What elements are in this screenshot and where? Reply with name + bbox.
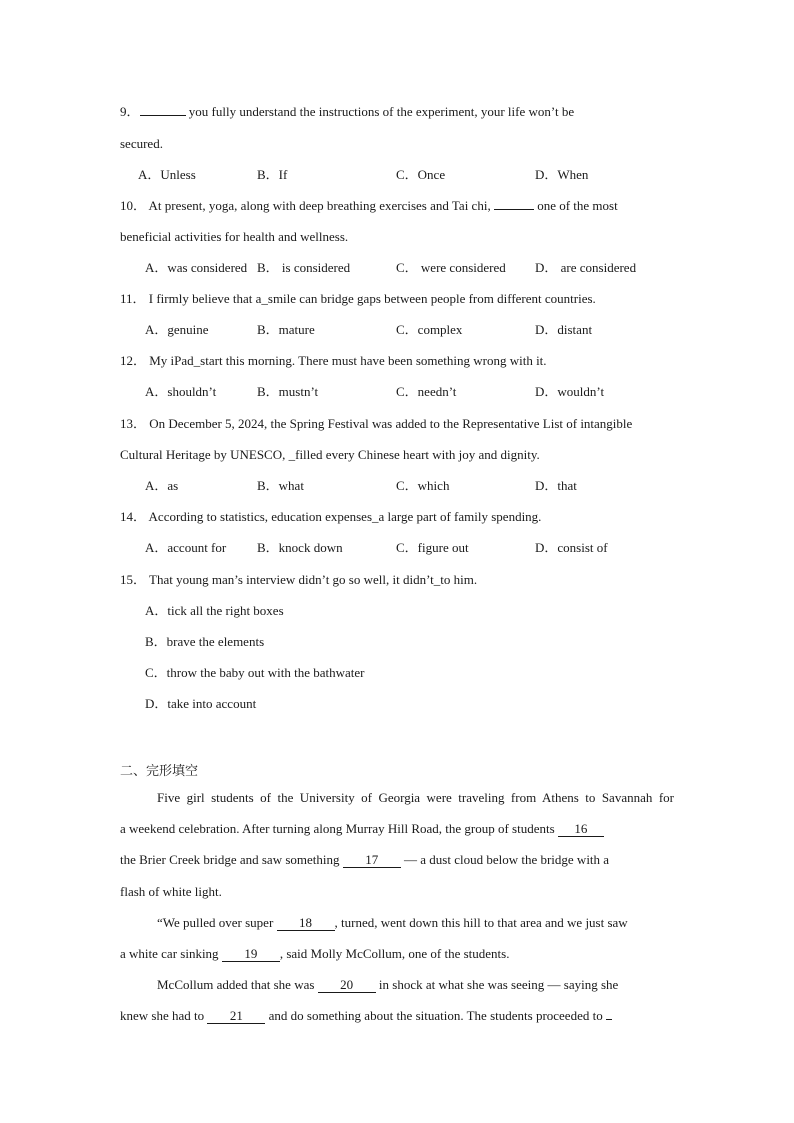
question-14-line1: 14． According to statistics, education expenses_a large part of family spending.	[120, 509, 542, 524]
question-14-option-d[interactable]: D．consist of	[535, 540, 608, 555]
passage-p2-line2-text-b: , said Molly McCollum, one of the students.	[279, 946, 510, 961]
question-11-option-b[interactable]: B．mature	[257, 322, 315, 337]
question-15-option-a[interactable]: A．tick all the right boxes	[145, 603, 284, 618]
passage-p3-line2	[120, 1008, 612, 1024]
question-12-option-a[interactable]: A．shouldn’t	[145, 384, 217, 399]
cloze-blank-16[interactable]: 16	[558, 822, 604, 837]
question-9-line1	[120, 104, 668, 120]
question-10-option-d[interactable]: D． are considered	[535, 260, 637, 275]
question-9-option-a[interactable]: A．Unless	[138, 167, 196, 182]
question-13-option-a[interactable]: A．as	[145, 478, 179, 493]
question-15-option-b[interactable]: B．brave the elements	[145, 634, 265, 649]
question-15-option-d[interactable]: D．take into account	[145, 696, 257, 711]
cloze-blank-20[interactable]: 20	[318, 978, 376, 993]
question-10-line1	[120, 198, 618, 214]
cloze-blank-18[interactable]: 18	[277, 916, 335, 931]
question-11-option-a[interactable]: A．genuine	[145, 322, 209, 337]
question-13-line1: 13． On December 5, 2024, the Spring Festival was added to the Representative List of intangible	[120, 416, 633, 431]
cloze-blank-22-start[interactable]	[606, 1019, 612, 1020]
passage-p1-line3-text-b: — a dust cloud below the bridge with a	[400, 852, 610, 867]
question-12-option-b[interactable]: B．mustn’t	[257, 384, 319, 399]
passage-p1-line1	[157, 790, 674, 806]
question-15-line1: 15． That young man’s interview didn’t go so well, it didn’t_to him.	[120, 572, 478, 587]
passage-p2-line2-text-a: a white car sinking	[120, 946, 222, 961]
question-9-option-d[interactable]: D．When	[535, 167, 589, 182]
passage-p3-line1-text-b: in shock at what she was seeing — saying she	[375, 977, 619, 992]
passage-p1-line2-text: a weekend celebration. After turning along Murray Hill Road, the group of students	[120, 821, 558, 836]
question-11-option-d[interactable]: D．distant	[535, 322, 593, 337]
passage-p1-line4: flash of white light.	[120, 884, 222, 899]
question-13-option-b[interactable]: B．what	[257, 478, 304, 493]
passage-p3-line2-text-b: and do something about the situation. The students proceeded to	[265, 1008, 606, 1023]
question-12-option-d[interactable]: D．wouldn’t	[535, 384, 605, 399]
question-14-option-b[interactable]: B．knock down	[257, 540, 343, 555]
question-9-text: you fully understand the instructions of the experiment, your life won’t be	[185, 104, 575, 119]
passage-p2-line1-text-a: “We pulled over super	[157, 915, 277, 930]
question-9-number: 9．	[120, 104, 140, 119]
passage-p3-line2-text-a: knew she had to	[120, 1008, 208, 1023]
question-12-line1: 12． My iPad_start this morning. There must have been something wrong with it.	[120, 353, 547, 368]
question-9-option-b[interactable]: B．If	[257, 167, 288, 182]
question-15-option-c[interactable]: C．throw the baby out with the bathwater	[145, 665, 365, 680]
question-10-blank[interactable]	[494, 209, 534, 210]
passage-p1-line3-text-a: the Brier Creek bridge and saw something	[120, 852, 343, 867]
passage-p1-line1-text: Five girl students of the University of Georgia were traveling from Athens to Savannah for	[157, 790, 674, 805]
passage-p2-line1	[157, 915, 628, 931]
question-13-line2: Cultural Heritage by UNESCO, _filled every Chinese heart with joy and dignity.	[120, 447, 540, 462]
question-10-option-a[interactable]: A．was considered	[145, 260, 248, 275]
passage-p2-line1-text-b: , turned, went down this hill to that area and we just saw	[334, 915, 628, 930]
passage-p3-line1-text-a: McCollum added that she was	[157, 977, 318, 992]
question-10-option-b[interactable]: B． is considered	[257, 260, 351, 275]
question-12-option-c[interactable]: C．needn’t	[396, 384, 457, 399]
section-2-title: 二、完形填空	[120, 764, 199, 779]
question-9-option-c[interactable]: C．Once	[396, 167, 446, 182]
question-9-blank[interactable]	[140, 115, 186, 116]
passage-p2-line2	[120, 946, 509, 962]
passage-p1-line2	[120, 821, 604, 837]
question-14-option-c[interactable]: C．figure out	[396, 540, 469, 555]
question-11-option-c[interactable]: C．complex	[396, 322, 463, 337]
cloze-blank-19[interactable]: 19	[222, 947, 280, 962]
question-14-option-a[interactable]: A．account for	[145, 540, 227, 555]
question-10-option-c[interactable]: C． were considered	[396, 260, 506, 275]
question-13-option-d[interactable]: D．that	[535, 478, 577, 493]
question-11-line1: 11． I firmly believe that a_smile can bridge gaps between people from different countries.	[120, 291, 596, 306]
cloze-blank-21[interactable]: 21	[207, 1009, 265, 1024]
question-10-text-a: 10． At present, yoga, along with deep breathing exercises and Tai chi,	[120, 198, 494, 213]
question-10-line2: beneficial activities for health and wellness.	[120, 229, 349, 244]
question-10-text-b: one of the most	[533, 198, 618, 213]
passage-p3-line1	[157, 977, 618, 993]
passage-p1-line3	[120, 852, 609, 868]
question-13-option-c[interactable]: C．which	[396, 478, 450, 493]
question-9-line2: secured.	[120, 136, 163, 151]
cloze-blank-17[interactable]: 17	[343, 853, 401, 868]
